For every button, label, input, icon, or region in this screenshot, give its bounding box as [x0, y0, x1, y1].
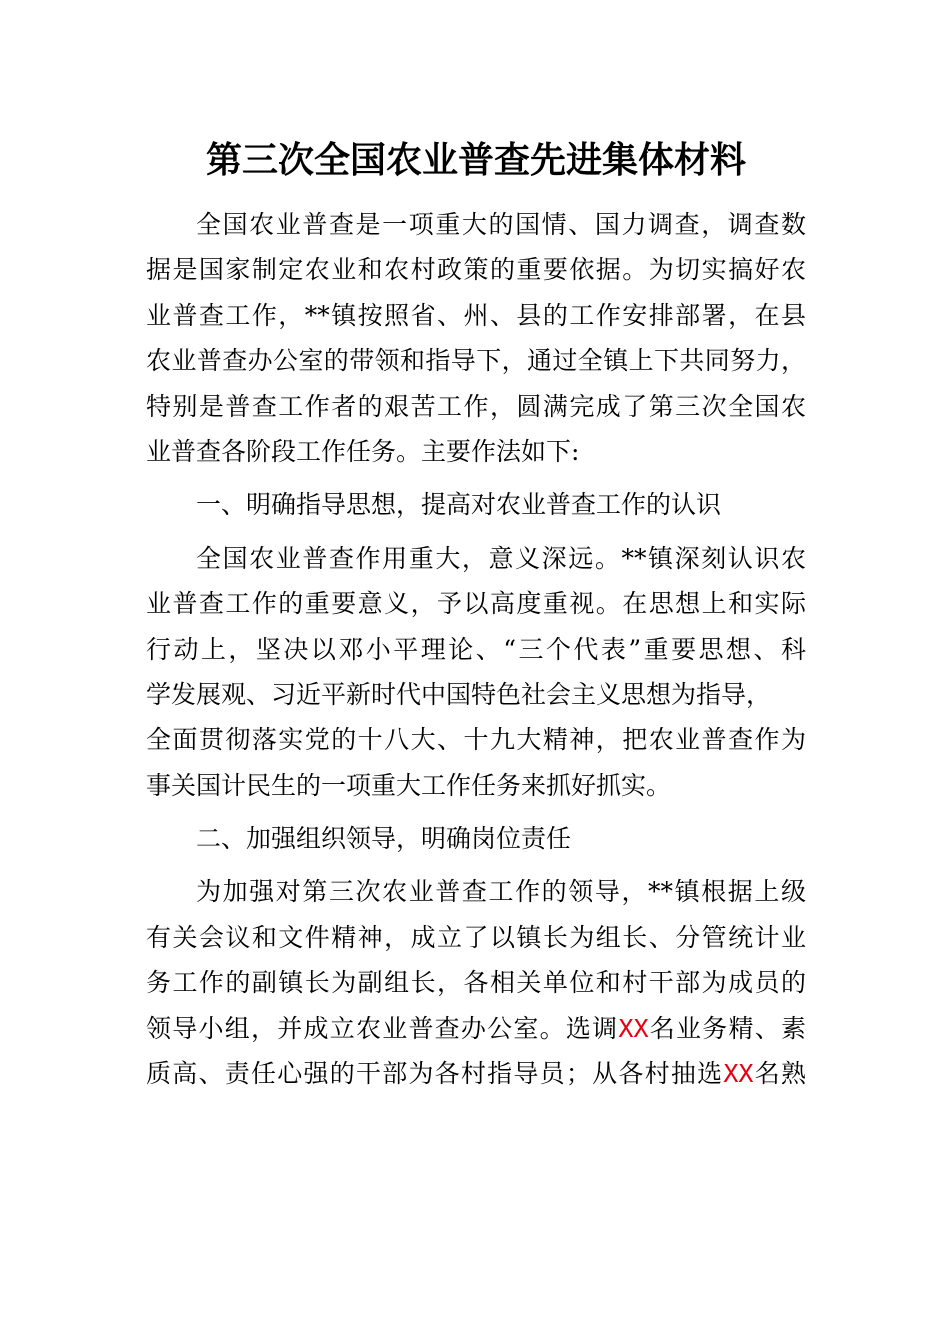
paragraph-3-line-5	[146, 1051, 806, 1096]
paragraph-1-line-4: 农业普查办公室的带领和指导下，通过全镇上下共同努力，	[146, 346, 806, 376]
paragraph-1-line-5: 特别是普查工作者的艰苦工作，圆满完成了第三次全国农	[146, 391, 806, 421]
paragraph-1-line-3: 业普查工作，**镇按照省、州、县的工作安排部署，在县	[146, 300, 806, 330]
document-title: 第三次全国农业普查先进集体材料	[205, 139, 746, 181]
paragraph-3-line-5-tail: 名熟	[753, 1059, 806, 1089]
paragraph-2-line-6: 事关国计民生的一项重大工作任务来抓好抓实。	[146, 770, 672, 800]
paragraph-3-line-1: 为加强对第三次农业普查工作的领导，**镇根据上级	[196, 877, 806, 907]
document-body	[146, 202, 806, 1096]
paragraph-3-line-3: 务工作的副镇长为副组长，各相关单位和村干部为成员的	[146, 968, 806, 998]
placeholder-count-1: XX	[618, 1013, 649, 1043]
paragraph-2-line-4: 学发展观、习近平新时代中国特色社会主义思想为指导，	[146, 679, 772, 709]
paragraph-2-line-3: 行动上，坚决以邓小平理论、“三个代表”重要思想、科	[146, 634, 806, 664]
paragraph-1-line-1: 全国农业普查是一项重大的国情、国力调查，调查数	[196, 210, 806, 239]
paragraph-2-line-1: 全国农业普查作用重大，意义深远。**镇深刻认识农	[196, 543, 806, 573]
placeholder-count-2: XX	[723, 1059, 754, 1089]
paragraph-2-line-5: 全面贯彻落实党的十八大、十九大精神，把农业普查作为	[146, 725, 806, 755]
paragraph-3-line-4	[146, 1006, 806, 1051]
paragraph-1-line-2: 据是国家制定农业和农村政策的重要依据。为切实搞好农	[146, 255, 806, 285]
paragraph-3-line-4-text: 领导小组，并成立农业普查办公室。选调	[146, 1013, 619, 1043]
paragraph-1-line-6: 业普查各阶段工作任务。主要作法如下:	[146, 436, 580, 466]
paragraph-2-line-2: 业普查工作的重要意义，予以高度重视。在思想上和实际	[146, 589, 806, 619]
paragraph-3-line-5-text: 质高、责任心强的干部为各村指导员；从各村抽选	[146, 1059, 724, 1089]
paragraph-3-line-4-tail: 名业务精、素	[648, 1013, 806, 1043]
section-heading-1: 一、明确指导思想，提高对农业普查工作的认识	[196, 490, 722, 520]
paragraph-3-line-2: 有关会议和文件精神，成立了以镇长为组长、分管统计业	[146, 922, 806, 952]
section-heading-2: 二、加强组织领导，明确岗位责任	[196, 824, 572, 854]
